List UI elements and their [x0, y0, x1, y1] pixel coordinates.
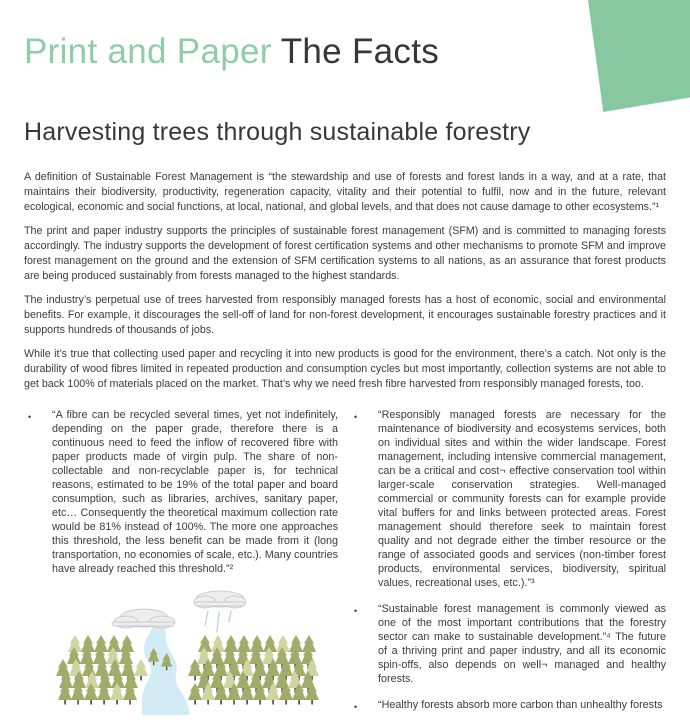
article-heading: Harvesting trees through sustainable forestry	[24, 118, 531, 146]
page-title	[24, 30, 666, 74]
intro-section	[24, 170, 666, 392]
bullet-item	[350, 602, 666, 686]
right-column	[350, 408, 666, 726]
pine-trees-group	[56, 635, 319, 705]
rain-cloud-icon	[194, 591, 246, 608]
bullet-icon: •	[354, 412, 358, 422]
intro-paragraph-2: The print and paper industry supports the principles of sustainable forest management (SFM) and is committed to managing forests accordingly. The industry supports the development of forest certification systems and other mechanisms to promote SFM and improve forest management on the ground and the extension of SFM certification systems to all nations, as an assurance that forest products are being produced sustainably from forests managed to the highest standards.	[24, 225, 666, 282]
bullet-item	[350, 408, 666, 590]
intro-paragraph-1: A definition of Sustainable Forest Management is “the stewardship and use of forests and forest lands in a way, and at a rate, that maintains their biodiversity, productivity, regeneration capacity, vitality and their potential to fulfil, now and in the future, relevant ecological, economic and social functions, at local, national, and global levels, and that does not cause damage to other ecosystems.”¹	[24, 171, 666, 213]
cloud-icon	[112, 609, 175, 628]
rain-icon	[205, 611, 231, 632]
brand-title-dark: The Facts	[280, 32, 440, 71]
intro-paragraph-3: The industry’s perpetual use of trees harvested from responsibly managed forests has a host of economic, social and environmental benefits. For example, it discourages the sell-off of land for non-forest development, it encourages sustainable forestry practices and it supports hundreds of thousands of jobs.	[24, 294, 666, 336]
intro-paragraph-4: While it’s true that collecting used paper and recycling it into new products is good for the environment, there’s a catch. Not only is the durability of wood fibres limited in repeated production and consumption cycles but most importantly, collection systems are not able to get back 100% of materials placed on the market. That’s why we need fresh fibre harvested from responsibly managed forests, too.	[24, 348, 666, 390]
left-column	[24, 408, 338, 726]
bullet-text: “Responsibly managed forests are necessary for the maintenance of biodiversity and ecosystems services, both on individual sites and within the wider landscape. Forest management, including intensive commercial management, can be a critical and cost¬ effective conservation tool within larger-scale conservation strategies. Well-managed commercial or community forests can for example provide vital buffers for and links between protected areas. Forest management should therefore seek to maintain forest quality and not degrade either the timber resource or the range of associated goods and services (non-timber forest products, environmental services, biodiversity, spiritual values, recreational uses, etc.).”³	[378, 409, 666, 589]
brand-title-green: Print and Paper	[24, 32, 272, 71]
bullet-text: “Sustainable forest management is commonly viewed as one of the most important contributions that the forestry sector can make to sustainable development.”⁴ The future of a thriving print and paper industry, and all its economic spin-offs, also depends on well¬ managed and healthy forests.	[378, 603, 666, 685]
bullet-item	[350, 698, 666, 714]
bullet-icon: •	[354, 606, 358, 616]
bullet-item	[24, 408, 338, 576]
bullet-icon: •	[28, 412, 32, 422]
two-column-section	[24, 408, 666, 726]
corner-triangle-decoration	[588, 0, 690, 112]
bullet-text: “A fibre can be recycled several times, yet not indefinitely, depending on the paper grade, therefore there is a continuous need to feed the inflow of recovered fibre with paper products made of virgin pulp. The share of non-collectable and non-recyclable paper is, for technical reasons, estimated to be 19% of the total paper and board consumption, such as libraries, archives, sanitary paper, etc… Consequently the theoretical maximum collection rate would be 81% instead of 100%. The more one approaches this threshold, the less benefit can be made from it (long transportation, no economies of scale, etc.). Many countries have already reached this threshold.”²	[52, 409, 338, 575]
bullet-icon: •	[354, 702, 358, 712]
forest-illustration	[38, 590, 338, 715]
bullet-text: “Healthy forests absorb more carbon than unhealthy forests	[378, 699, 663, 711]
